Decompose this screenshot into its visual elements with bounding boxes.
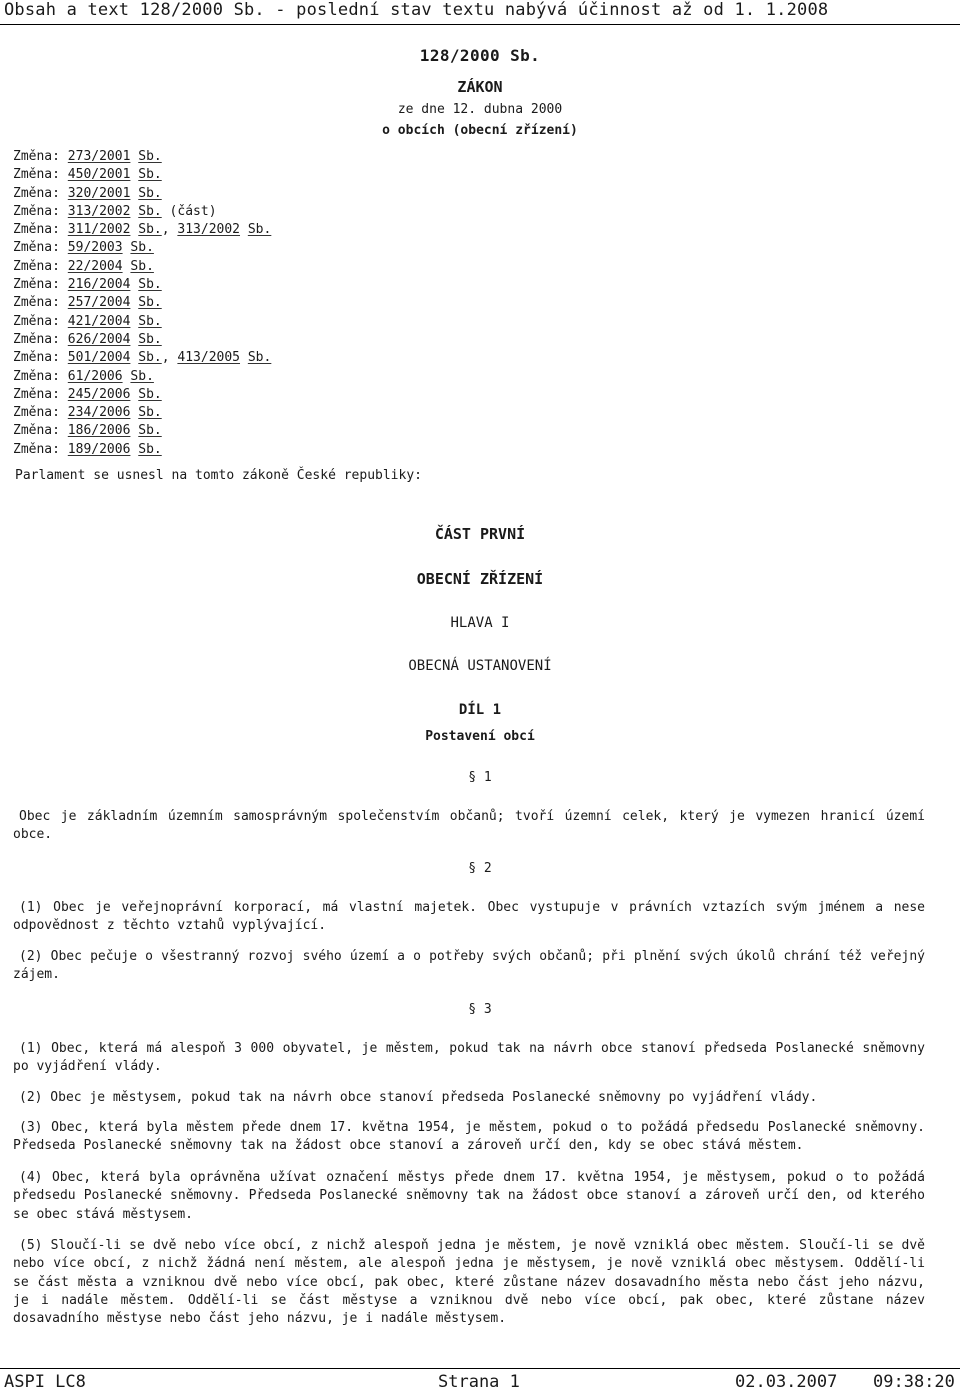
part-name: OBECNÍ ZŘÍZENÍ [416, 570, 544, 588]
amendment-link[interactable]: 311/2002 [67, 222, 131, 238]
footer-time: 09:38:20 [873, 1372, 955, 1392]
law-number: 128/2000 Sb. [419, 46, 541, 65]
collection-link[interactable]: Sb. [138, 331, 162, 347]
amendment-item [13, 185, 271, 203]
amendment-item [13, 313, 271, 331]
amendment-suffix: (část) [161, 203, 217, 219]
amendment-item [13, 404, 271, 422]
collection-link[interactable]: Sb. [138, 295, 162, 311]
amendment-link[interactable]: 450/2001 [67, 167, 131, 183]
collection-link[interactable]: Sb. [247, 350, 272, 366]
footer-divider [0, 1368, 960, 1369]
amendment-prefix: Změna: [13, 368, 68, 384]
footer-product: ASPI LC8 [4, 1372, 86, 1392]
document-header-title: Obsah a text 128/2000 Sb. - poslední stav textu nabývá účinnost až od 1. 1.2008 [4, 0, 829, 20]
amendment-suffix: , [161, 222, 178, 238]
amendment-item [13, 276, 271, 294]
amendment-link[interactable]: 501/2004 [67, 350, 131, 366]
amendment-prefix: Změna: [13, 185, 68, 201]
amendment-link[interactable]: 189/2006 [67, 441, 131, 457]
paragraph-s3-3: (3) Obec, která byla městem přede dnem 17. května 1954, je městem, pokud o to požádá předsedu Poslanecké sněmovny. Předseda Poslanecké sněmovny tak na žádost obce stanoví a zároveň určí den, kdy se obec stává městem. [13, 1120, 925, 1154]
collection-link[interactable]: Sb. [130, 368, 154, 384]
amendment-prefix: Změna: [13, 313, 68, 329]
amendment-item [13, 386, 271, 404]
law-kind: ZÁKON [457, 78, 503, 96]
amendment-link[interactable]: 234/2006 [67, 405, 131, 421]
section-mark: § 3 [468, 1002, 492, 1017]
amendment-list [13, 148, 271, 459]
amendment-prefix: Změna: [13, 441, 68, 457]
amendment-link[interactable]: 59/2003 [67, 240, 123, 256]
amendment-link[interactable]: 186/2006 [67, 423, 131, 439]
amendment-link[interactable]: 257/2004 [67, 295, 131, 311]
amendment-prefix: Změna: [13, 295, 68, 311]
head-title: HLAVA I [450, 615, 510, 631]
amendment-prefix: Změna: [13, 386, 68, 402]
amendment-item [13, 331, 271, 349]
amendment-item [13, 166, 271, 184]
amendment-item [13, 221, 271, 239]
amendment-link[interactable]: 320/2001 [67, 185, 131, 201]
amendment-item [13, 368, 271, 386]
collection-link[interactable]: Sb. [138, 167, 162, 183]
collection-link[interactable]: Sb. [138, 405, 162, 421]
amendment-item [13, 441, 271, 459]
collection-link[interactable]: Sb. [138, 149, 162, 164]
amendment-item [13, 258, 271, 276]
head-name: OBECNÁ USTANOVENÍ [408, 658, 552, 674]
amendment-prefix: Změna: [13, 149, 68, 164]
amendment-prefix: Změna: [13, 423, 68, 439]
collection-link[interactable]: Sb. [138, 222, 162, 238]
section-mark: § 2 [468, 861, 492, 876]
amendment-link[interactable]: 61/2006 [67, 368, 123, 384]
division-title: DÍL 1 [458, 702, 502, 718]
collection-link[interactable]: Sb. [138, 203, 162, 219]
collection-link[interactable]: Sb. [247, 222, 272, 238]
amendment-prefix: Změna: [13, 405, 68, 421]
amendment-link[interactable]: 245/2006 [67, 386, 131, 402]
amendment-link[interactable]: 273/2001 [67, 149, 131, 164]
paragraph-s2-2: (2) Obec pečuje o všestranný rozvoj svého území a o potřeby svých občanů; při plnění svých úkolů chrání též veřejný zájem. [13, 949, 925, 983]
header-divider [0, 24, 960, 25]
amendment-prefix: Změna: [13, 167, 68, 183]
amendment-prefix: Změna: [13, 331, 68, 347]
part-title: ČÁST PRVNÍ [434, 525, 526, 543]
collection-link[interactable]: Sb. [138, 350, 162, 366]
law-name: o obcích (obecní zřízení) [382, 123, 578, 138]
amendment-link[interactable]: 413/2005 [177, 350, 241, 366]
amendment-prefix: Změna: [13, 240, 68, 256]
amendment-link[interactable]: 313/2002 [177, 222, 241, 238]
amendment-prefix: Změna: [13, 277, 68, 293]
amendment-item [13, 148, 271, 166]
amendment-link[interactable]: 22/2004 [67, 258, 123, 274]
section-mark: § 1 [468, 770, 492, 785]
amendment-item [13, 349, 271, 367]
amendment-item [13, 239, 271, 257]
collection-link[interactable]: Sb. [138, 441, 162, 457]
collection-link[interactable]: Sb. [138, 313, 162, 329]
amendment-suffix: , [161, 350, 178, 366]
paragraph-s3-2: (2) Obec je městysem, pokud tak na návrh obce stanoví předseda Poslanecké sněmovny po vyjádření vlády. [19, 1090, 818, 1105]
preamble: Parlament se usnesl na tomto zákoně České republiky: [15, 468, 422, 483]
amendment-link[interactable]: 216/2004 [67, 277, 131, 293]
collection-link[interactable]: Sb. [130, 258, 154, 274]
amendment-prefix: Změna: [13, 350, 68, 366]
amendment-prefix: Změna: [13, 222, 68, 238]
paragraph-s1: Obec je základním územním samosprávným společenstvím občanů; tvoří územní celek, který je vymezen hranicí území obce. [13, 809, 925, 843]
amendment-prefix: Změna: [13, 203, 68, 219]
division-name: Postavení obcí [425, 729, 535, 744]
collection-link[interactable]: Sb. [130, 240, 154, 256]
amendment-item [13, 294, 271, 312]
law-date: ze dne 12. dubna 2000 [397, 102, 563, 117]
amendment-item [13, 422, 271, 440]
paragraph-s3-5: (5) Sloučí-li se dvě nebo více obcí, z nichž alespoň jedna je městem, je nově vzniklá obec městem. Sloučí-li se dvě nebo více obcí, z nichž žádná není městem, ale alespoň jedna je městysem, je nově vzniklá obec městysem. Oddělí-li se část města a vzniknou dvě nebo více obcí, pak obec, které zůstane název dosavadního města nebo část jeho názvu, je i nadále městem. Oddělí-li se část městyse a vzniknou dvě nebo více obcí, pak obec, které zůstane název dosavadního městyse nebo část jeho názvu, je i nadále městysem. [13, 1238, 925, 1327]
collection-link[interactable]: Sb. [138, 386, 162, 402]
paragraph-s3-4: (4) Obec, která byla oprávněna užívat označení městys přede dnem 17. května 1954, je městysem, pokud o to požádá předsedu Poslanecké sněmovny. Předseda Poslanecké sněmovny tak na žádost obce stanoví a zároveň určí den, od kterého se obec stává městysem. [13, 1170, 925, 1222]
amendment-link[interactable]: 313/2002 [67, 203, 131, 219]
amendment-item [13, 203, 271, 221]
amendment-link[interactable]: 626/2004 [67, 331, 131, 347]
amendment-link[interactable]: 421/2004 [67, 313, 131, 329]
collection-link[interactable]: Sb. [138, 185, 162, 201]
amendment-prefix: Změna: [13, 258, 68, 274]
collection-link[interactable]: Sb. [138, 423, 162, 439]
footer-date: 02.03.2007 [735, 1372, 838, 1392]
paragraph-s2-1: (1) Obec je veřejnoprávní korporací, má vlastní majetek. Obec vystupuje v právních vztazích svým jménem a nese odpovědnost z těchto vztahů vyplývající. [13, 900, 925, 934]
paragraph-s3-1: (1) Obec, která má alespoň 3 000 obyvatel, je městem, pokud tak na návrh obce stanoví předseda Poslanecké sněmovny po vyjádření vlády. [13, 1041, 925, 1075]
collection-link[interactable]: Sb. [138, 277, 162, 293]
footer-page-number: Strana 1 [438, 1372, 520, 1392]
